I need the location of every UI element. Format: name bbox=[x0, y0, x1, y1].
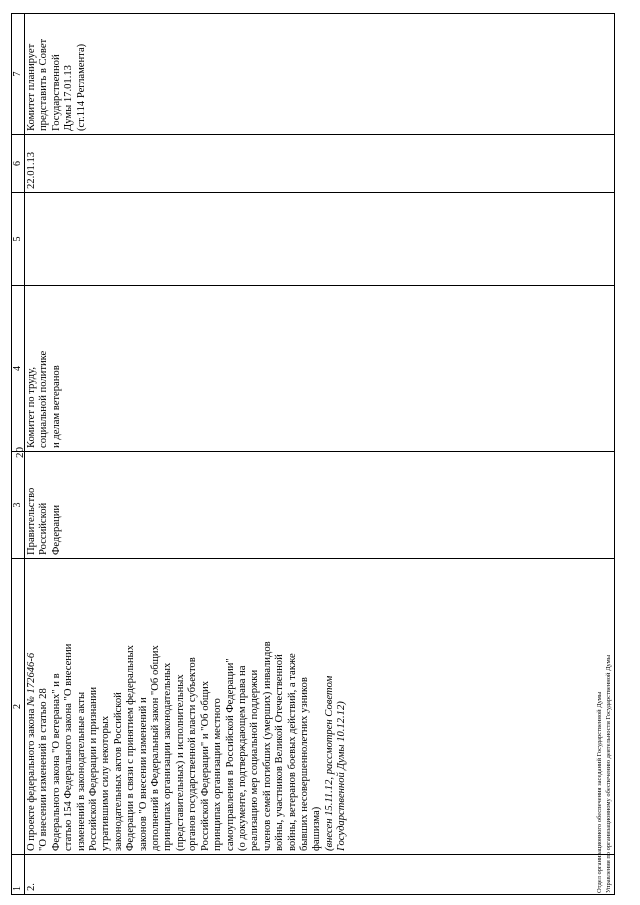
description-text: утратившими силу некоторых bbox=[100, 715, 112, 851]
description-line bbox=[336, 562, 348, 851]
description-text: реализацию мер социальной поддержки bbox=[249, 669, 261, 851]
description-text: "О внесении изменений в статью 28 bbox=[38, 688, 50, 851]
committee-plan bbox=[25, 14, 615, 135]
description-text: (представительных) и исполнительных bbox=[174, 674, 186, 851]
description-line bbox=[200, 562, 212, 851]
row-number: 2. bbox=[25, 855, 615, 895]
description-line bbox=[324, 562, 336, 851]
description-line bbox=[187, 562, 199, 851]
committee-line: и делам ветеранов bbox=[50, 365, 62, 448]
plan-line: (ст.114 Регламента) bbox=[75, 43, 87, 131]
footer bbox=[595, 655, 613, 893]
description-line bbox=[26, 562, 38, 851]
description-italic: (внесен 15.11.12, рассмотрен Советом bbox=[323, 675, 335, 851]
description-text: статью 154 Федерального закона "О внесении bbox=[63, 643, 75, 851]
header-col-5: 5 bbox=[12, 193, 25, 286]
description-line bbox=[113, 562, 125, 851]
footer-line: Отдел организационного обеспечения заседаний Государственной Думы bbox=[596, 691, 603, 893]
description-line bbox=[138, 562, 150, 851]
description-text: войны, ветеранов боевых действий, а также bbox=[286, 653, 298, 851]
description-line bbox=[212, 562, 224, 851]
author-line: Российской bbox=[38, 502, 50, 555]
plan-line: Комитет планирует bbox=[26, 43, 37, 131]
description-line bbox=[249, 562, 261, 851]
description-line bbox=[299, 562, 311, 851]
header-col-3: 3 bbox=[12, 452, 25, 559]
table-row bbox=[25, 14, 615, 895]
description-text: войны, участников Великой Отечественной bbox=[274, 654, 286, 851]
description-text: Российской Федерации" и "Об общих bbox=[199, 680, 211, 851]
description-line bbox=[88, 562, 100, 851]
description-line bbox=[38, 562, 50, 851]
bill-description bbox=[25, 559, 615, 855]
responsible-committee bbox=[25, 286, 615, 452]
header-col-6: 6 bbox=[12, 135, 25, 193]
description-italic: № 172646-6 bbox=[26, 652, 37, 707]
description-text: дополнений в Федеральный закон "Об общих bbox=[150, 645, 162, 851]
header-col-2: 2 bbox=[12, 559, 25, 855]
description-text: О проекте федерального закона bbox=[26, 706, 37, 851]
description-text: фашизма) bbox=[311, 806, 323, 851]
description-line bbox=[175, 562, 187, 851]
description-italic: Государственной Думы 10.12.12) bbox=[336, 701, 348, 851]
description-line bbox=[63, 562, 75, 851]
description-line bbox=[225, 562, 237, 851]
description-line bbox=[100, 562, 112, 851]
col-5-cell bbox=[25, 193, 615, 286]
author-line: Правительство bbox=[26, 487, 37, 555]
description-text: Российской Федерации и признании bbox=[88, 686, 100, 851]
description-text: органов государственной власти субъектов bbox=[187, 657, 199, 851]
committee-line: Комитет по труду, bbox=[26, 366, 37, 448]
description-text: бывших несовершеннолетних узников bbox=[298, 677, 310, 851]
plan-line: Государственной bbox=[50, 54, 62, 131]
author-line: Федерации bbox=[50, 504, 62, 555]
description-line bbox=[274, 562, 286, 851]
description-text: Федерации в связи с принятием федеральных bbox=[125, 645, 137, 851]
bill-author bbox=[25, 452, 615, 559]
agenda-table bbox=[11, 13, 615, 895]
header-col-4: 4 bbox=[12, 286, 25, 452]
date-cell: 22.01.13 bbox=[25, 135, 615, 193]
page-number: 20 bbox=[14, 447, 26, 458]
description-text: самоуправления в Российской Федерации" bbox=[224, 658, 236, 851]
description-text: (о документе, подтверждающем права на bbox=[236, 665, 248, 851]
description-text: принципах организации законодательных bbox=[162, 662, 174, 851]
plan-line: Думы 17.01.13 bbox=[63, 65, 75, 131]
footer-line: Управления по организационному обеспечению деятельности Государственной Думы bbox=[605, 654, 612, 893]
description-text: принципах организации местного bbox=[212, 698, 224, 851]
description-text: Федерального закона "О ветеранах" и в bbox=[50, 673, 62, 851]
description-text: законодательных актов Российской bbox=[112, 692, 124, 851]
committee-line: социальной политике bbox=[38, 350, 50, 448]
description-line bbox=[262, 562, 274, 851]
header-col-1: 1 bbox=[12, 855, 25, 895]
description-line bbox=[311, 562, 323, 851]
description-line bbox=[162, 562, 174, 851]
description-line bbox=[76, 562, 88, 851]
description-line bbox=[51, 562, 63, 851]
description-text: изменений в законодательные акты bbox=[75, 691, 87, 851]
description-line bbox=[237, 562, 249, 851]
description-text: законов "О внесении изменений и bbox=[137, 697, 149, 851]
description-line bbox=[150, 562, 162, 851]
plan-line: представить в Совет bbox=[38, 38, 50, 131]
description-text: членов семей погибших (умерших) инвалидов bbox=[261, 641, 273, 851]
description-line bbox=[125, 562, 137, 851]
description-line bbox=[287, 562, 299, 851]
header-col-7: 7 bbox=[12, 14, 25, 135]
header-row bbox=[12, 14, 25, 895]
